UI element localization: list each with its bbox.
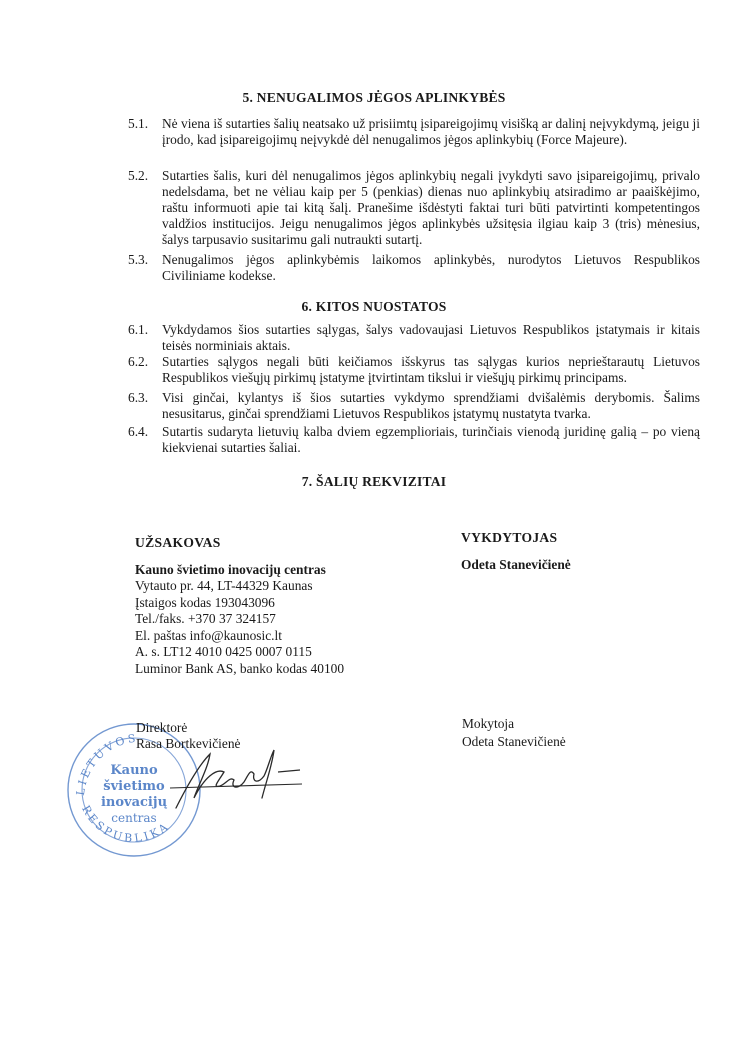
customer-code: Įstaigos kodas 193043096 bbox=[135, 595, 275, 610]
contractor-signer-name: Odeta Stanevičienė bbox=[462, 734, 566, 749]
stamp-line-2: švietimo bbox=[103, 779, 165, 794]
clause-text: Sutarties sąlygos negali būti keičiamos išskyrus tas sąlygas kurios neprieštarautų Lietuvos Respublikos viešųjų pirkimų įstatyme įtvirtintam tikslui ir viešųjų pirkimų principams. bbox=[162, 354, 700, 385]
customer-heading: UŽSAKOVAS bbox=[135, 535, 221, 550]
customer-email: El. paštas info@kaunosic.lt bbox=[135, 628, 282, 643]
section-6-title: 6. KITOS NUOSTATOS bbox=[301, 299, 447, 314]
clause-6-1 bbox=[128, 322, 700, 354]
clause-6-2 bbox=[128, 354, 700, 386]
customer-bank: Luminor Bank AS, banko kodas 40100 bbox=[135, 661, 345, 676]
signature-icon bbox=[168, 738, 308, 818]
customer-phone: Tel./faks. +370 37 324157 bbox=[135, 611, 276, 626]
stamp-line-3: inovacijų bbox=[100, 795, 168, 810]
clause-number: 6.3. bbox=[128, 390, 149, 405]
clause-text: Vykdydamos šios sutarties sąlygas, šalys vadovaujasi Lietuvos Respublikos įstatymais ir kitais teisės norminiais aktais. bbox=[162, 322, 700, 353]
customer-signer-name: Rasa Bortkevičienė bbox=[136, 736, 241, 751]
section-5-title: 5. NENUGALIMOS JĖGOS APLINKYBĖS bbox=[242, 90, 506, 105]
customer-signer-position: Direktorė bbox=[136, 720, 188, 735]
clause-number: 6.1. bbox=[128, 322, 149, 337]
stamp-ring-top: LIETUVOS bbox=[73, 731, 140, 797]
clause-number: 5.3. bbox=[128, 252, 149, 267]
contractor-name: Odeta Stanevičienė bbox=[461, 557, 571, 572]
customer-account: A. s. LT12 4010 0425 0007 0115 bbox=[135, 644, 312, 659]
clause-number: 5.2. bbox=[128, 168, 149, 183]
section-7-title: 7. ŠALIŲ REKVIZITAI bbox=[301, 474, 447, 489]
customer-address: Vytauto pr. 44, LT-44329 Kaunas bbox=[135, 578, 313, 593]
clause-6-3 bbox=[128, 390, 700, 422]
clause-5-2 bbox=[128, 168, 700, 248]
stamp-line-1: Kauno bbox=[110, 763, 158, 778]
customer-name: Kauno švietimo inovacijų centras bbox=[135, 562, 326, 577]
clause-text: Nė viena iš sutarties šalių neatsako už prisiimtų įsipareigojimų visišką ar dalinį neįvykdymą, jeigu ji įrodo, kad įsipareigojimų neįvykdė dėl nenugalimos jėgos aplinkybių (Force Majeure). bbox=[162, 116, 700, 147]
clause-text: Sutarties šalis, kuri dėl nenugalimos jėgos aplinkybių negali įvykdyti savo įsipareigojimų, privalo nedelsdama, bet ne vėliau kaip per 5 (penkias) dienas nuo aplinkybių atsiradimo ar paaiškėjimo, raštu informuoti apie tai kitą šalį. Pranešime išdėstyti faktai turi būti patvirtinti kompetentingos valdžios institucijos. Jeigu nenugalimos jėgos aplinkybės užsitęsia ilgiau kaip 3 (tris) mėnesius, šalys tarpusavio susitarimu gali nutraukti sutartį. bbox=[162, 168, 700, 247]
clause-text: Nenugalimos jėgos aplinkybėmis laikomos aplinkybės, nurodytos Lietuvos Respublikos Civiliniame kodekse. bbox=[162, 252, 700, 283]
clause-number: 5.1. bbox=[128, 116, 149, 131]
clause-number: 6.4. bbox=[128, 424, 149, 439]
clause-5-3 bbox=[128, 252, 700, 284]
clause-text: Sutartis sudaryta lietuvių kalba dviem egzemplioriais, turinčiais vienodą juridinę galią – po vieną kiekvienai sutarties šaliai. bbox=[162, 424, 700, 455]
contractor-heading: VYKDYTOJAS bbox=[461, 530, 558, 545]
clause-number: 6.2. bbox=[128, 354, 149, 369]
stamp-line-4: centras bbox=[111, 811, 157, 825]
stamp-ring-bottom: RESPUBLIKA bbox=[79, 803, 173, 845]
clause-6-4 bbox=[128, 424, 700, 456]
clause-text: Visi ginčai, kylantys iš šios sutarties vykdymo sprendžiami dvišalėmis derybomis. Šalims nesusitarus, ginčai sprendžiami Lietuvos Respublikos įstatymų nustatyta tvarka. bbox=[162, 390, 700, 421]
contractor-signer-position: Mokytoja bbox=[462, 716, 515, 731]
clause-5-1 bbox=[128, 116, 700, 148]
